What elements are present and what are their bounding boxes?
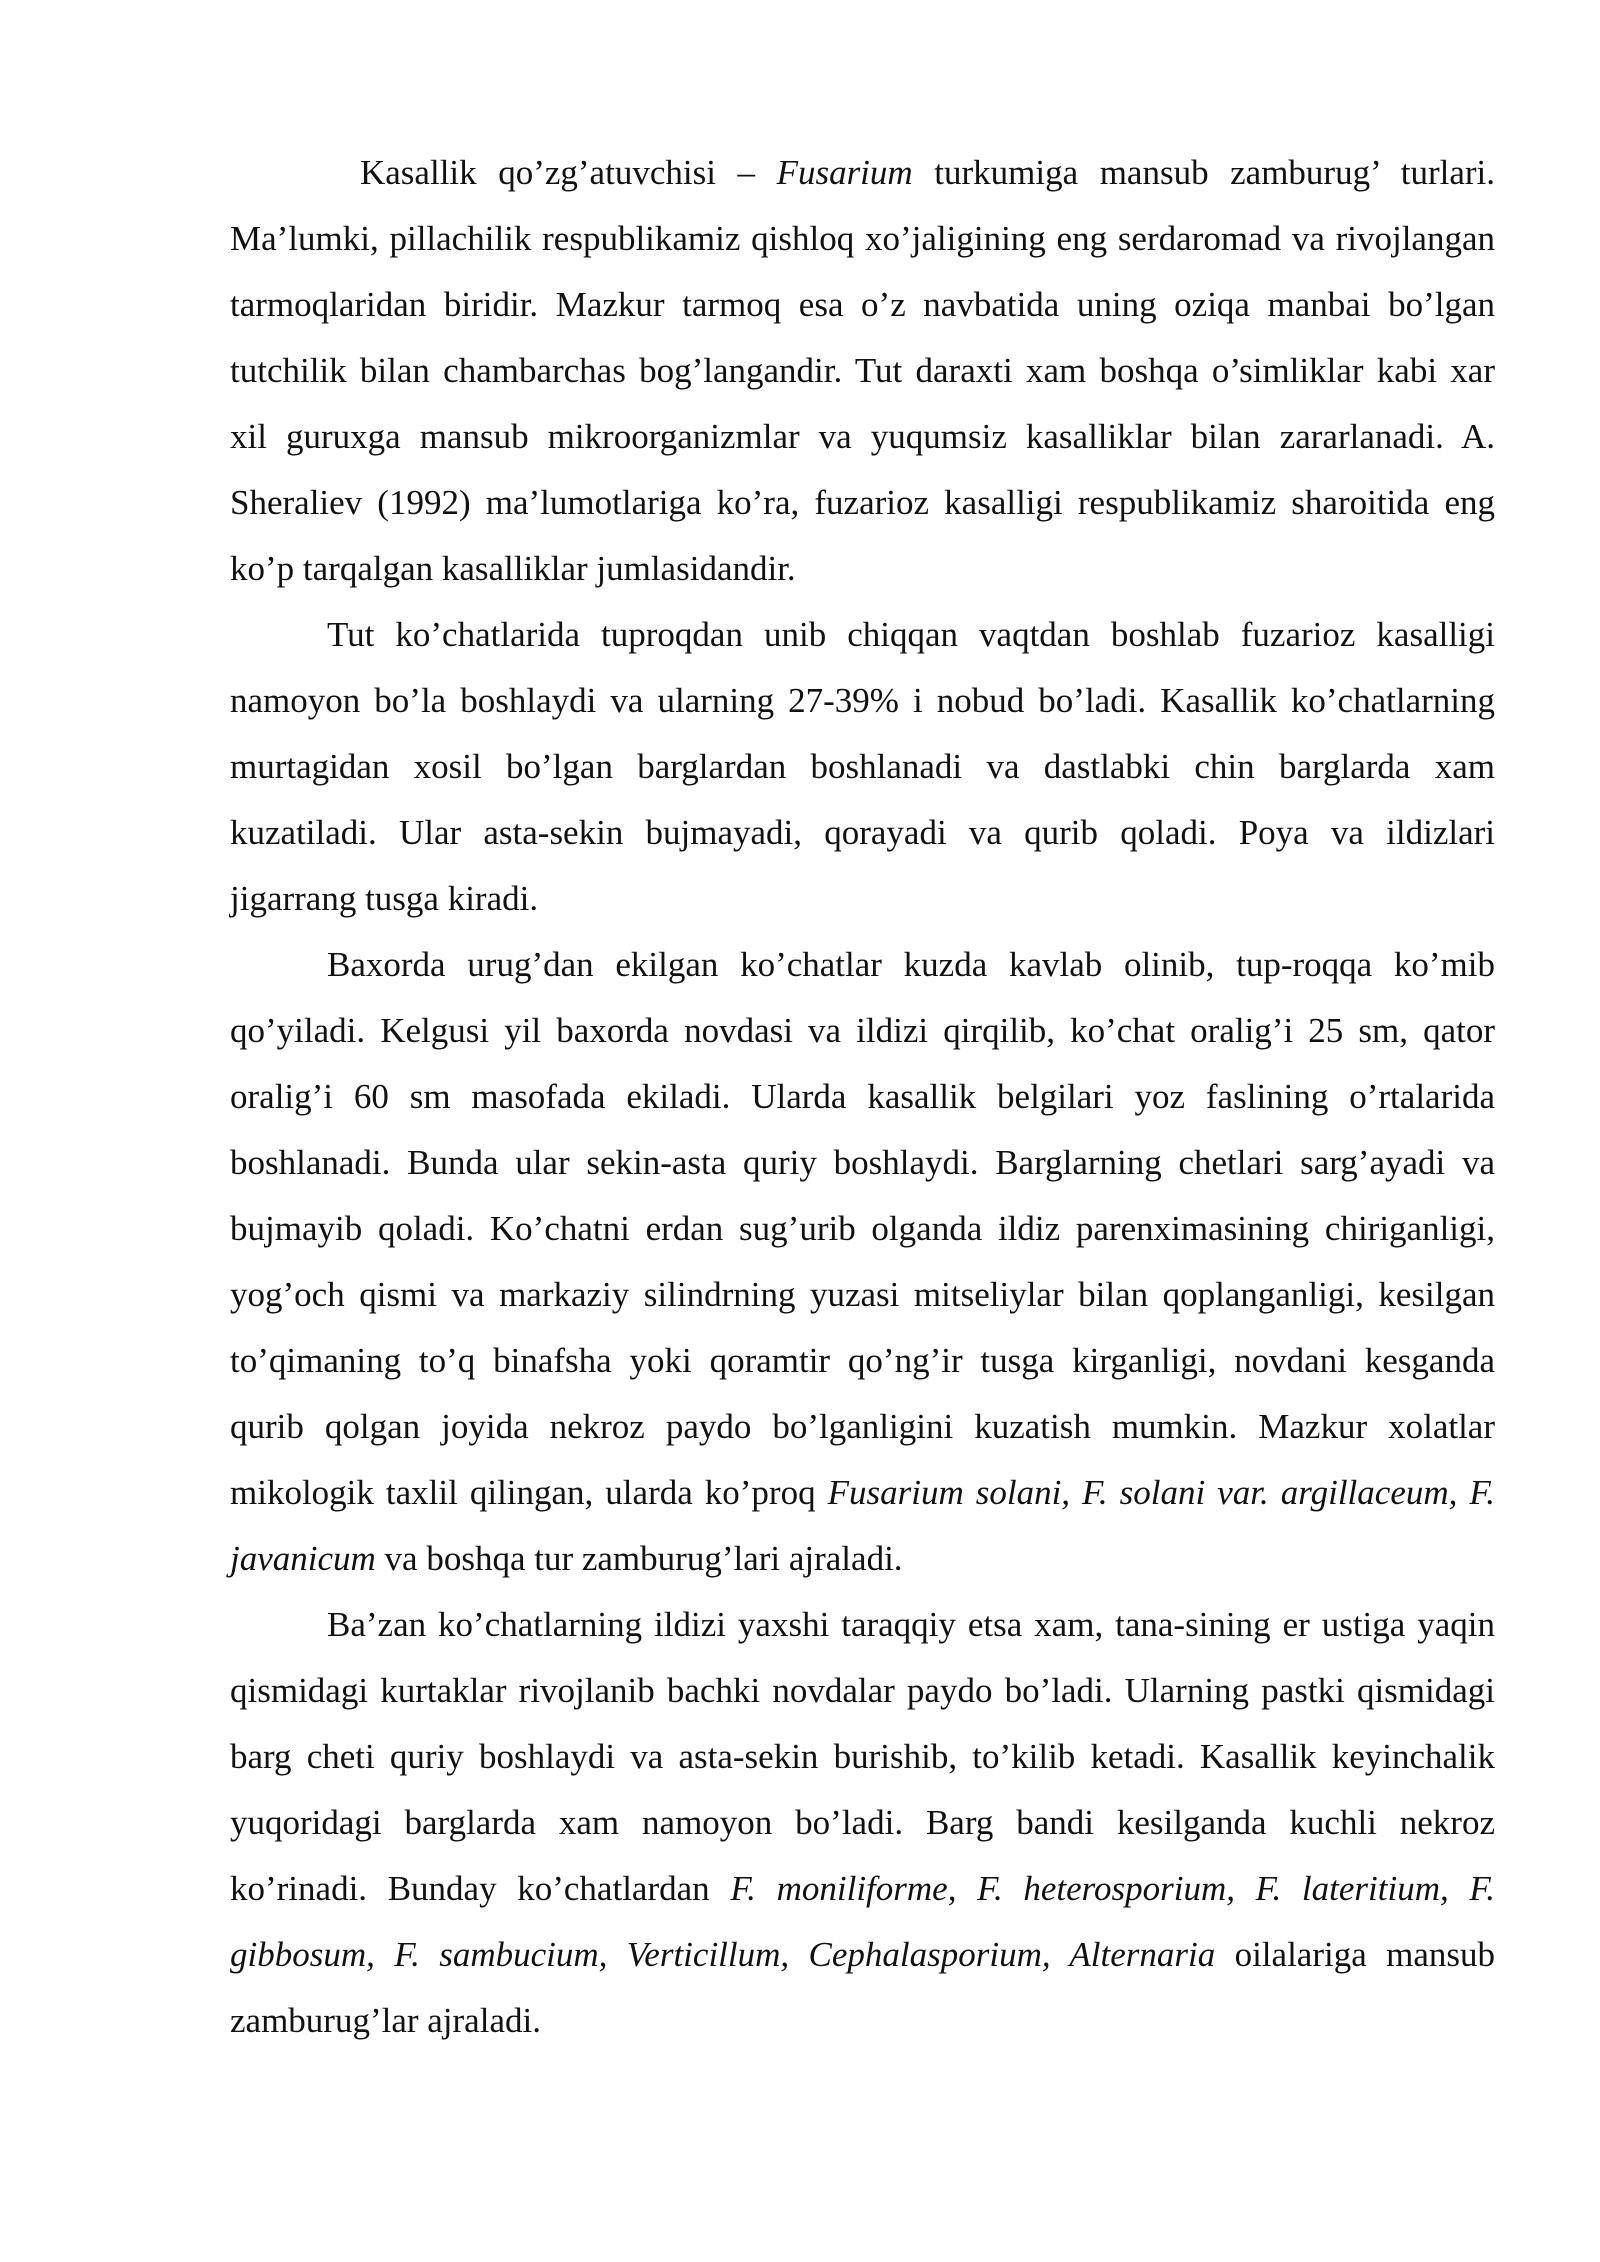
paragraph-1-text-1: Kasallik qo’zg’atuvchisi – xyxy=(360,153,777,192)
paragraph-3-text-1: Baxorda urug’dan ekilgan ko’chatlar kuzda kavlab olinib, tup-roqqa ko’mib qo’yiladi. Kelgusi yil baxorda novdasi va ildizi qirqilib, ko’chat oralig’i 25 sm, qator oralig’i 60 sm masofada ekiladi. Ularda kasallik belgilari yoz faslining o’rtalarida boshlanadi. Bunda ular sekin-asta quriy boshlaydi. Barglarning chetlari sarg’ayadi va bujmayib qoladi. Ko’chatni erdan sug’urib olganda ildiz parenximasining chiriganligi, yog’och qismi va markaziy silindrning yuzasi mitseliylar bilan qoplanganligi, kesilgan to’qimaning to’q binafsha yoki qoramtir qo’ng’ir tusga kirganligi, novdani kesganda qurib qolgan joyida nekroz paydo bo’lganligini kuzatish mumkin. Mazkur xolatlar mikologik taxlil qilingan, ularda ko’proq xyxy=(230,945,1495,1512)
paragraph-1-text-2: turkumiga mansub zamburug’ turlari. Ma’lumki, pillachilik respublikamiz qishloq xo’jaligining eng serdaromad va rivojlangan tarmoqlaridan biridir. Mazkur tarmoq esa o’z navbatida uning oziqa manbai bo’lgan tutchilik bilan chambarchas bog’langandir. Tut daraxti xam boshqa o’simliklar kabi xar xil guruxga mansub mikroorganizmlar va yuqumsiz kasalliklar bilan zararlanadi. A. Sheraliev (1992) ma’lumotlariga ko’ra, fuzarioz kasalligi respublikamiz sharoitida eng ko’p tarqalgan kasalliklar jumlasidandir. xyxy=(230,153,1495,588)
paragraph-4 xyxy=(230,1592,1495,2054)
paragraph-3-italic-1: Fusarium solani, F. solani var. argillaceum, F. javanicum xyxy=(230,1473,1496,1578)
paragraph-1 xyxy=(230,140,1495,602)
paragraph-3 xyxy=(230,932,1495,1592)
paragraph-3-text-2: va boshqa tur zamburug’lari ajraladi. xyxy=(375,1539,903,1578)
paragraph-4-italic-1: F. moniliforme, F. heterosporium, F. lateritium, F. gibbosum, F. sambucium, Verticillum, Cephalasporium, Alternaria xyxy=(230,1869,1496,1974)
paragraph-4-text-2: oilalariga mansub zamburug’lar ajraladi. xyxy=(230,1935,1495,2040)
paragraph-4-text-1: Ba’zan ko’chatlarning ildizi yaxshi taraqqiy etsa xam, tana-sining er ustiga yaqin qismidagi kurtaklar rivojlanib bachki novdalar paydo bo’ladi. Ularning pastki qismidagi barg cheti quriy boshlaydi va asta-sekin burishib, to’kilib ketadi. Kasallik keyinchalik yuqoridagi barglarda xam namoyon bo’ladi. Barg bandi kesilganda kuchli nekroz ko’rinadi. Bunday ko’chatlardan xyxy=(230,1605,1495,1908)
paragraph-2 xyxy=(230,602,1495,932)
paragraph-2-text-1: Tut ko’chatlarida tuproqdan unib chiqqan vaqtdan boshlab fuzarioz kasalligi namoyon bo’la boshlaydi va ularning 27-39% i nobud bo’ladi. Kasallik ko’chatlarning murtagidan xosil bo’lgan barglardan boshlanadi va dastlabki chin barglarda xam kuzatiladi. Ular asta-sekin bujmayadi, qorayadi va qurib qoladi. Poya va ildizlari jigarrang tusga kiradi. xyxy=(230,615,1495,918)
document-page xyxy=(230,140,1495,2054)
paragraph-1-italic-1: Fusarium xyxy=(776,153,913,192)
